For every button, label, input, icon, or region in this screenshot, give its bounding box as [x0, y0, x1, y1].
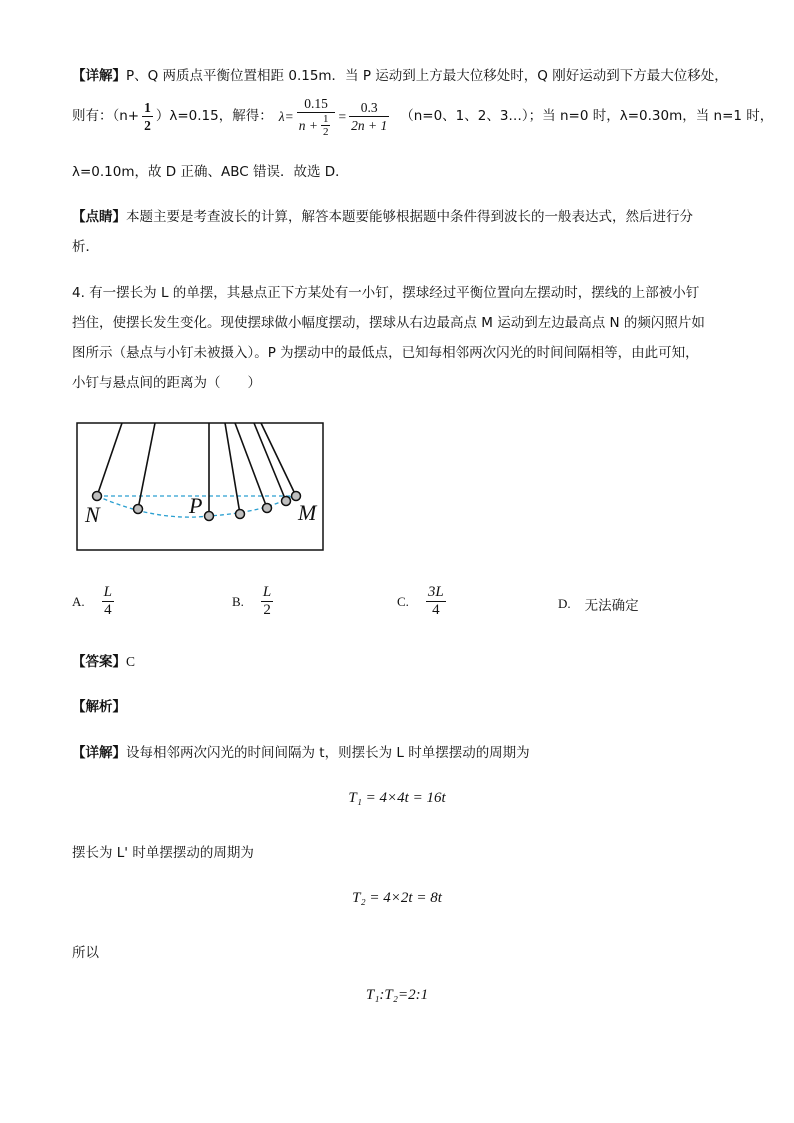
answer-tag: 【答案】 [72, 654, 126, 670]
text-therefore: 所以 [72, 945, 99, 961]
inner-half-den: 2 [322, 126, 329, 138]
comment-text-1: 本题主要是考查波长的计算，解答本题要能够根据题中条件得到波长的一般表达式，然后进行分 [126, 209, 693, 225]
option-B-num: L [262, 584, 272, 600]
frac-numerator-015: 0.15 [297, 95, 336, 113]
detail-text-2-prefix: 则有：（n+ [72, 108, 140, 124]
lambda-fraction-1 [297, 95, 336, 138]
inner-half-fraction [321, 113, 331, 138]
detail-paragraph-line-3: λ=0.10m，故 D 正确、ABC 错误．故选 D． [72, 164, 349, 180]
comment-line-2: 析． [72, 239, 99, 255]
option-A-den: 4 [104, 602, 112, 618]
analysis-tag: 【解析】 [72, 699, 126, 715]
option-C-label: C. [397, 593, 409, 609]
option-D-text: 无法确定 [584, 598, 639, 614]
question-4-line-1: 4. 有一摆长为 L 的单摆，其悬点正下方某处有一小钉，摆球经过平衡位置向左摆动时，摆线的上部被小钉 [72, 285, 700, 301]
frac-denominator-2n1: 2n + 1 [351, 118, 388, 133]
answer-value: C [126, 654, 136, 669]
comment-tag: 【点睛】 [72, 209, 126, 225]
detail2-text: 设每相邻两次闪光的时间间隔为 t，则摆长为 L 时单摆摆动的周期为 [126, 745, 530, 761]
comment-line-1 [72, 207, 693, 227]
option-A-num: L [103, 584, 112, 600]
frac-numerator-03: 0.3 [349, 99, 389, 117]
option-A[interactable] [72, 584, 117, 619]
label-N: N [85, 502, 100, 527]
half-fraction [142, 99, 153, 134]
bob-1 [93, 492, 102, 501]
detail-paragraph-line-1 [72, 66, 728, 86]
frac-denominator-n-half [297, 113, 336, 138]
detail-tag: 【详解】 [72, 68, 126, 84]
half-denominator: 2 [144, 118, 151, 133]
bob-5 [263, 504, 272, 513]
equation-T1: T₁ = 4×4t = 16t [348, 790, 446, 806]
option-C[interactable] [397, 584, 449, 619]
lambda-eq: λ= [278, 109, 294, 124]
detail-paragraph-line-2: 则有：（n+ $\frac{1}{2}$ ）λ=0.15，解得： λ= 0.15 n + $\frac{1}{2}$ = $\frac{0.3}{2n + 1}$ （n=0、1、2、3…）；当 n=0 时，λ=0.30m，当 n=1 时， [72, 96, 774, 138]
question-4-line-3: 图所示（悬点与小钉未被摄入）。P 为摆动中的最低点，已知每相邻两次闪光的时间间隔相等，由此可知， [72, 345, 699, 361]
option-D-label: D. [558, 596, 571, 611]
question-4-line-2: 挡住，使摆长发生变化。现使摆球做小幅度摆动，摆球从右边最高点 M 运动到左边最高点 N 的频闪照片如 [72, 315, 705, 331]
equation-ratio: T₁:T₂=2:1 [365, 987, 429, 1003]
option-A-fraction [102, 584, 114, 619]
bob-3 [205, 512, 214, 521]
text-period-L-prime: 摆长为 L' 时单摆摆动的周期为 [72, 845, 254, 861]
analysis-line [72, 697, 126, 717]
pendulum-strobe-figure [76, 422, 326, 552]
detail-text-2-suffix: （n=0、1、2、3…）；当 n=0 时，λ=0.30m，当 n=1 时， [400, 108, 774, 124]
answer-line [72, 652, 135, 672]
question-4-line-4: 小钉与悬点间的距离为（ ） [72, 375, 261, 391]
frac-n-plus: n + [298, 118, 318, 133]
half-numerator: 1 [144, 100, 151, 115]
option-C-den: 4 [432, 602, 440, 618]
detail2-line [72, 743, 530, 763]
option-C-num: 3L [427, 584, 444, 600]
option-C-fraction [426, 584, 446, 619]
option-D[interactable] [558, 594, 639, 614]
detail-text-1: P、Q 两质点平衡位置相距 0.15m．当 P 运动到上方最大位移处时，Q 刚好运动到下方最大位移处， [126, 68, 728, 84]
inner-half-num: 1 [322, 113, 329, 125]
detail-text-2-mid: ）λ=0.15，解得： [155, 108, 273, 124]
bob-4 [236, 510, 245, 519]
option-A-label: A. [72, 593, 85, 609]
label-P: P [189, 493, 203, 518]
option-B-label: B. [232, 593, 244, 609]
bob-6 [282, 497, 291, 506]
option-B-den: 2 [263, 602, 271, 618]
figure-frame [77, 423, 323, 550]
lambda-fraction-2 [349, 99, 389, 134]
detail2-tag: 【详解】 [72, 745, 126, 761]
option-B[interactable] [232, 584, 276, 619]
equation-T2: T₂ = 4×2t = 8t [352, 890, 442, 906]
option-B-fraction [261, 584, 273, 619]
label-M: M [298, 500, 317, 525]
bob-2 [134, 505, 143, 514]
